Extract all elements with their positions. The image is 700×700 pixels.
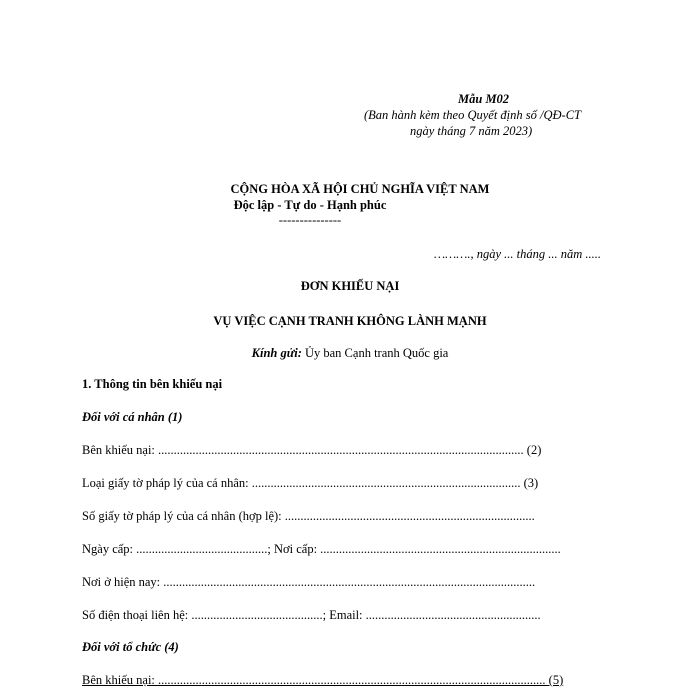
field-legal-doc-type: Loại giấy tờ pháp lý của cá nhân: ...................................................................................... (3): [82, 476, 539, 490]
issued-by-line-2: ngày tháng 7 năm 2023): [410, 124, 533, 138]
field-org-complainant: Bên khiếu nại: ............................................................................................................................ (5): [82, 673, 564, 687]
organization-heading: Đối với tổ chức (4): [82, 640, 179, 654]
form-code: Mẫu M02: [458, 92, 510, 106]
national-separator: ---------------: [278, 213, 342, 227]
individual-heading: Đối với cá nhân (1): [82, 410, 183, 424]
national-motto: Độc lập - Tự do - Hạnh phúc: [233, 198, 387, 212]
document-subtitle: VỤ VIỆC CẠNH TRANH KHÔNG LÀNH MẠNH: [213, 314, 487, 328]
field-current-residence: Nơi ở hiện nay: .......................................................................................................................: [82, 575, 536, 589]
field-phone-email: Số điện thoại liên hệ: ..........................................; Email: ........................................................: [82, 608, 541, 622]
recipient-label: Kính gửi:: [251, 346, 302, 360]
field-legal-doc-number: Số giấy tờ pháp lý của cá nhân (hợp lệ): ................................................................................: [82, 509, 535, 523]
document-title: ĐƠN KHIẾU NẠI: [300, 279, 400, 293]
national-title: CỘNG HÒA XÃ HỘI CHỦ NGHĨA VIỆT NAM: [230, 182, 490, 196]
field-issue-date-place: Ngày cấp: ..........................................; Nơi cấp: .............................................................................: [82, 542, 561, 556]
section-heading: 1. Thông tin bên khiếu nại: [82, 377, 223, 391]
recipient-value: Ủy ban Cạnh tranh Quốc gia: [301, 346, 449, 360]
issued-by-line-1: (Ban hành kèm theo Quyết định số /QĐ-CT: [364, 108, 581, 122]
field-complainant: Bên khiếu nại: ..................................................................................................................... (2): [82, 443, 542, 457]
date-line: ………., ngày ... tháng ... năm .....: [434, 247, 602, 261]
recipient-line: [150, 345, 550, 361]
